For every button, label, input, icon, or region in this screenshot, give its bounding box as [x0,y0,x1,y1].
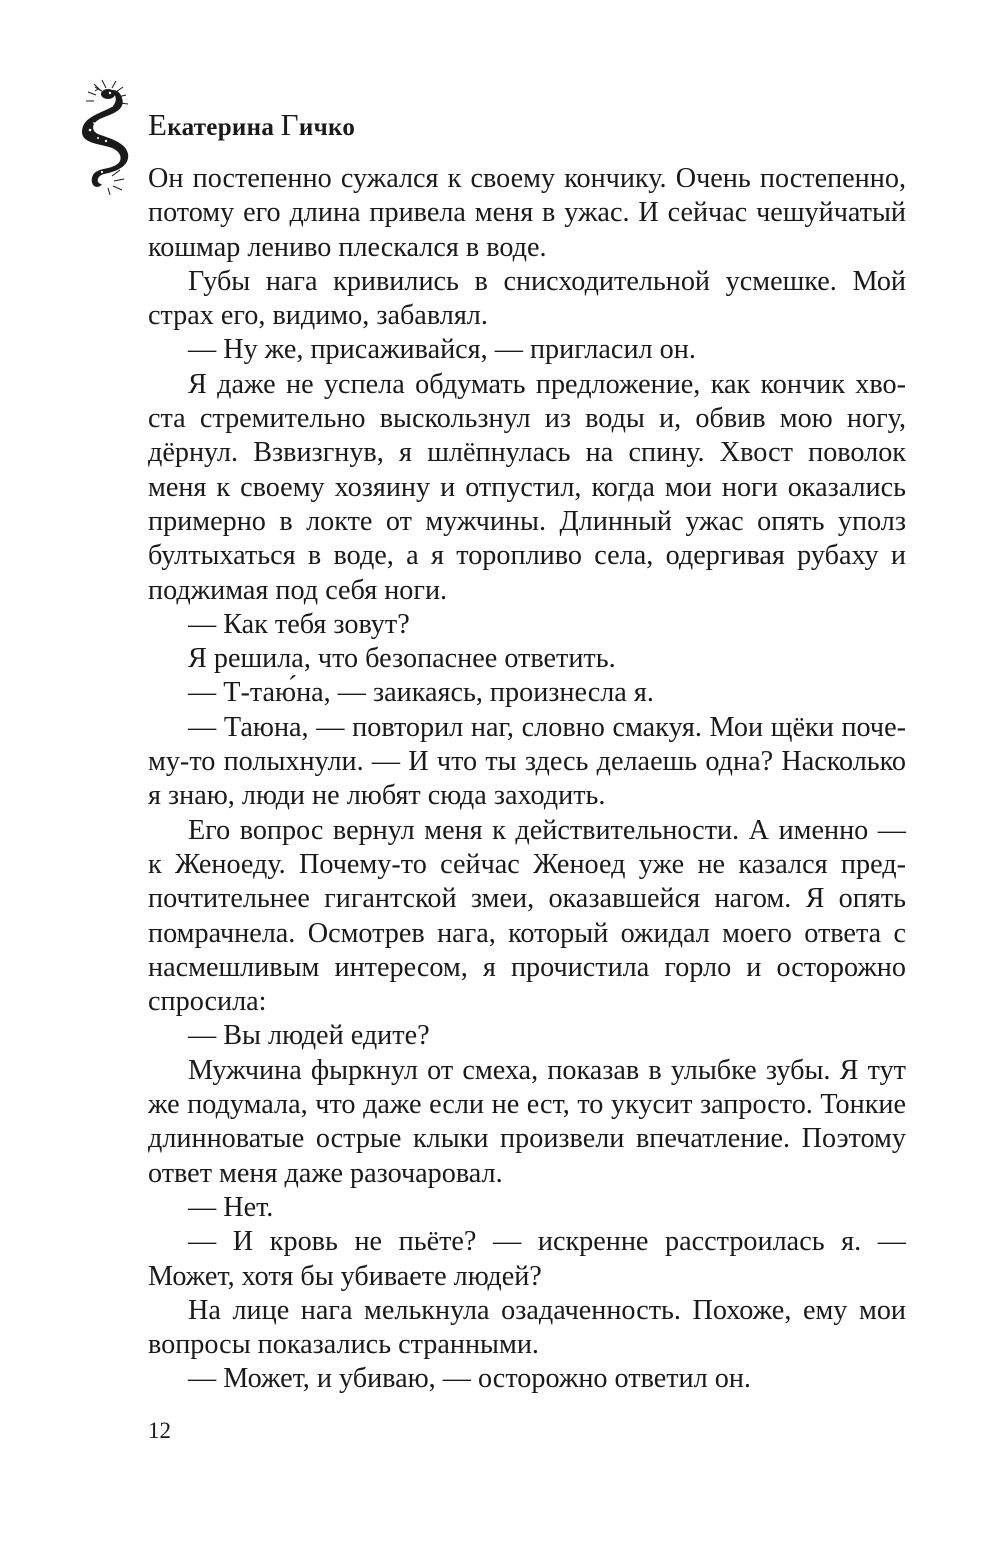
paragraph: — И кровь не пьёте? — искренне расстроилась я. — Может, хотя бы убиваете людей? [148,1226,906,1292]
author-last-initial: Г [280,107,299,142]
paragraph: Я решила, что безопаснее ответить. [188,643,616,675]
paragraph: На лице нага мелькнула озадаченность. Похоже, ему мои вопросы показались странными. [148,1294,906,1361]
paragraph: — Нет. [188,1191,274,1223]
page-number: 12 [148,1418,171,1443]
author-first-rest: катерина [167,114,281,141]
author-first-initial: Е [148,107,168,142]
author-last-rest: ичко [298,114,356,141]
paragraph: — Вы людей едите? [188,1020,430,1052]
paragraph: — Ну же, присаживайся, — пригласил он. [188,334,696,366]
paragraph: — Как тебя зовут? [188,608,410,640]
paragraph: Он постепенно сужался к своему кончику. Очень постепенно, потому его длина привела меня в ужас. И сейчас чешуйчатый кошмар лениво плескался в воде. [148,163,906,263]
paragraph: — Может, и убиваю, — осторожно ответил он. [188,1363,751,1395]
paragraph: Его вопрос вернул меня к действительности. А именно — к Женоеду. Почему-то сейчас Женоед уже не казался предпочтительнее гигантской змеи, оказавшейся нагом. Я опять помрачнела. Осмотрев нага, который ожидал моего ответа с насмешливым интересом, я прочистила горло и осторожно спросила: [148,814,906,1018]
paragraph: — Таюна, — повторил наг, словно смакуя. Мои щёки почему-то полыхнули. — И что ты здесь делаешь одна? Насколько я знаю, люди не любят сюда заходить. [148,711,906,812]
paragraph: Губы нага кривились в снисходительной усмешке. Мой страх его, видимо, забавлял. [148,265,906,332]
paragraph: Я даже не успела обдумать предложение, как кончик хвоста стремительно выскользнул из воды и, обвив мою ногу, дёрнул. Взвизгнув, я шлёпнулась на спину. Хвост поволок меня к своему хозяину и отпустил, когда мои ноги оказались примерно в локте от мужчины. Длинный ужас опять уполз бултыхаться в воде, а я торопливо села, одергивая рубаху и поджимая под себя ноги. [148,368,906,606]
paragraph: Мужчина фыркнул от смеха, показав в улыбке зубы. Я тут же подумала, что даже если не ест, то укусит запросто. Тонкие длинноватые острые клыки произвели впечатление. Поэтому ответ меня даже разочаровал. [148,1054,906,1189]
snake-ornament-icon [72,78,140,196]
running-header-author [148,107,355,143]
paragraph: — Т-таю́на, — заикаясь, произнесла я. [188,677,654,709]
body-text [148,162,906,1397]
